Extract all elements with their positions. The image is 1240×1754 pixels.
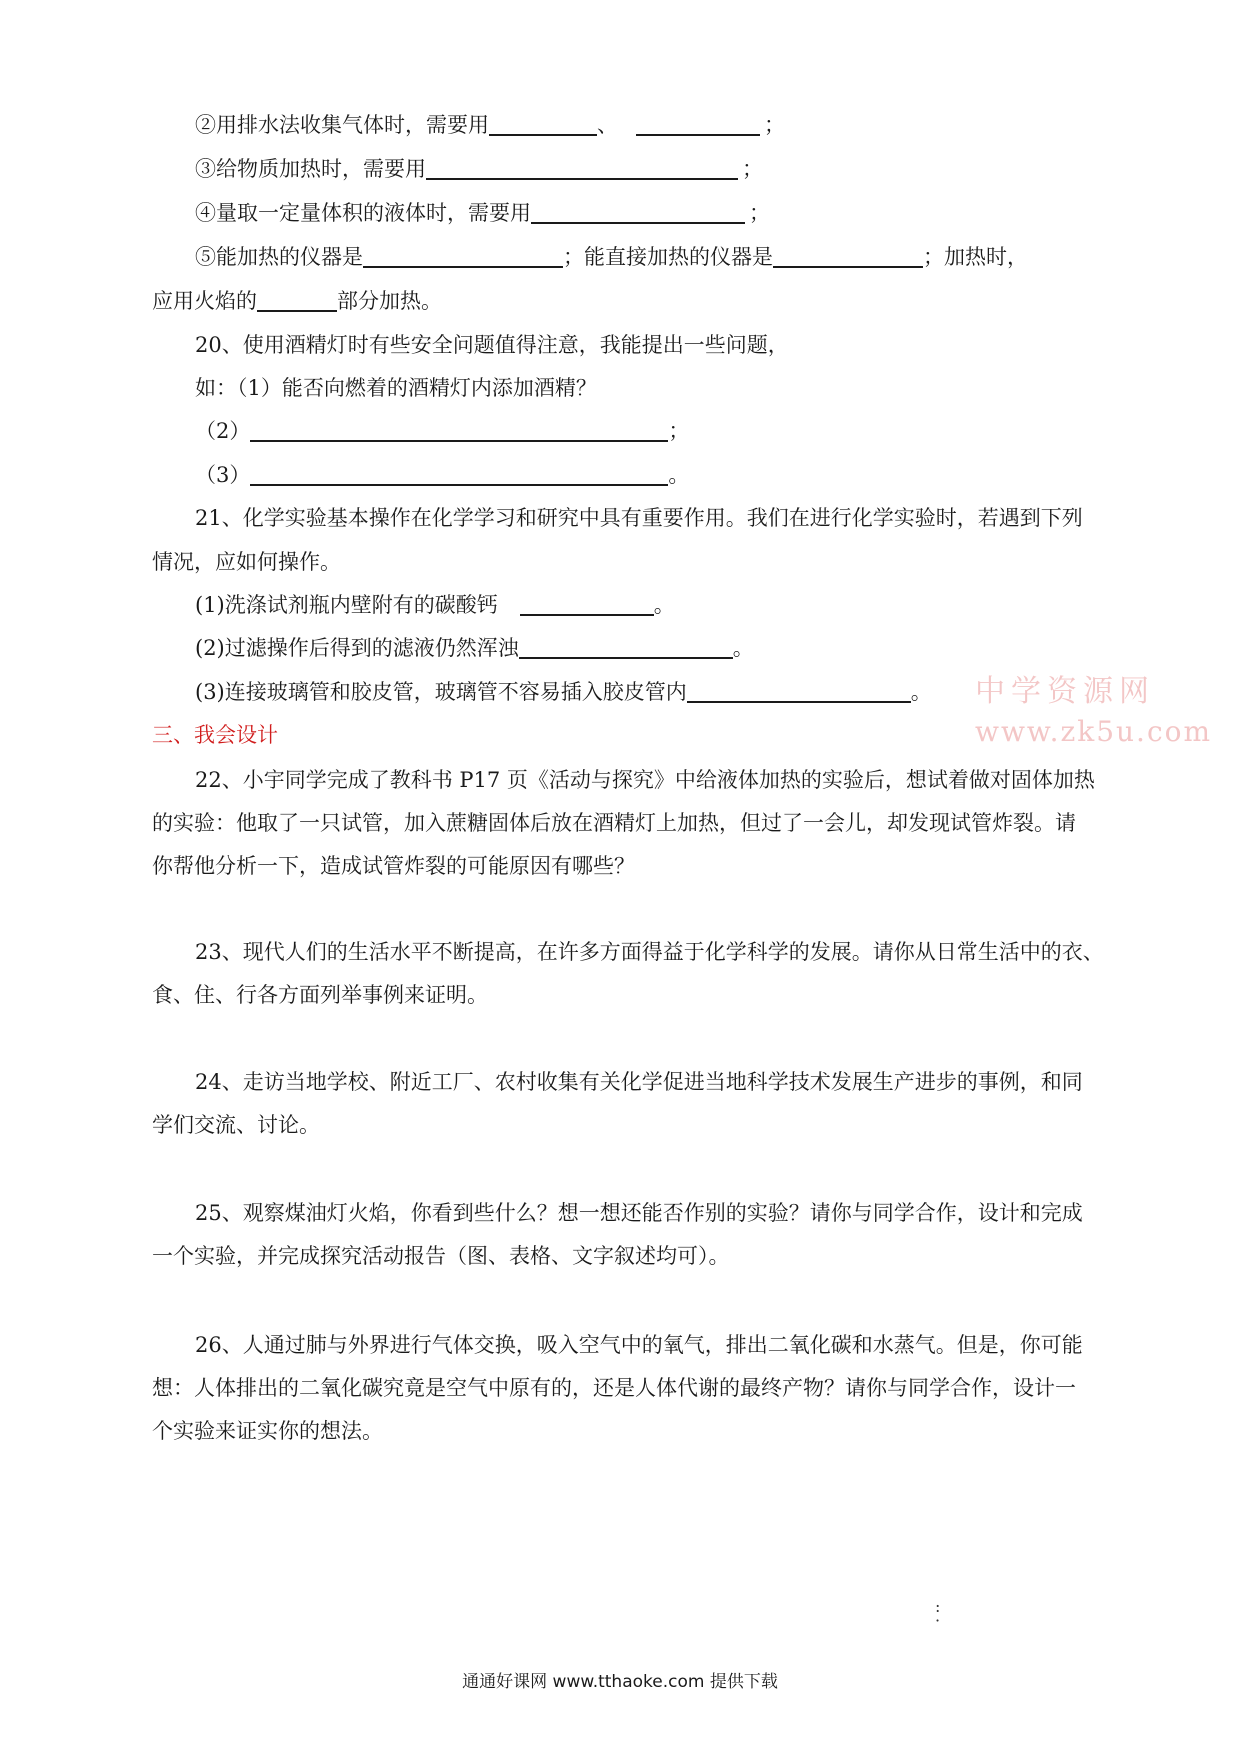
- q25-line-2: 一个实验，并完成探究活动报告（图、表格、文字叙述均可）。: [152, 1244, 730, 1268]
- answer-blank[interactable]: [489, 112, 597, 136]
- answer-blank[interactable]: [363, 244, 563, 268]
- q20-item-2-label: （2）: [195, 419, 251, 443]
- q21-item-3-text: (3)连接玻璃管和胶皮管，玻璃管不容易插入胶皮管内: [195, 680, 687, 704]
- q19-item-5-text-a: ⑤能加热的仪器是: [195, 245, 363, 269]
- q23-line-1: 23、现代人们的生活水平不断提高，在许多方面得益于化学科学的发展。请你从日常生活中的衣、: [195, 940, 1104, 964]
- q20-example: 如：（1）能否向燃着的酒精灯内添加酒精？: [195, 376, 597, 400]
- answer-blank[interactable]: [520, 592, 654, 616]
- q19-item-5-cont-b: 部分加热。: [337, 289, 442, 313]
- q19-item-5-cont-a: 应用火焰的: [152, 289, 257, 313]
- q19-item-3: [195, 154, 763, 184]
- q21-stem-2: 情况，应如何操作。: [152, 550, 341, 574]
- q19-item-4-text: ④量取一定量体积的液体时，需要用: [195, 201, 531, 225]
- watermark: [975, 672, 1212, 752]
- q25-line-1: 25、观察煤油灯火焰，你看到些什么？想一想还能否作别的实验？请你与同学合作，设计和完成: [195, 1201, 1083, 1225]
- q26-line-2: 想：人体排出的二氧化碳究竟是空气中原有的，还是人体代谢的最终产物？请你与同学合作，设计一: [152, 1376, 1076, 1400]
- end-punct: ；: [742, 157, 763, 181]
- end-punct: 。: [653, 593, 675, 617]
- q21-item-1: [195, 590, 675, 620]
- q24-line-1: 24、走访当地学校、附近工厂、农村收集有关化学促进当地科学技术发展生产进步的事例，和同: [195, 1070, 1083, 1094]
- answer-blank[interactable]: [250, 418, 668, 442]
- q24-line-2: 学们交流、讨论。: [152, 1113, 320, 1137]
- answer-blank[interactable]: [257, 288, 337, 312]
- end-punct: 。: [910, 680, 932, 704]
- end-punct: ；: [764, 113, 785, 137]
- q19-item-5-text-b: ；能直接加热的仪器是: [563, 245, 773, 269]
- answer-blank[interactable]: [687, 679, 911, 703]
- end-punct: 。: [668, 463, 690, 487]
- q20-stem: 20、使用酒精灯时有些安全问题值得注意，我能提出一些问题，: [195, 333, 789, 357]
- q21-item-3: [195, 677, 932, 707]
- stray-marks: : ·: [935, 1597, 941, 1630]
- q19-item-2-text: ②用排水法收集气体时，需要用: [195, 113, 489, 137]
- q21-item-2: [195, 633, 754, 663]
- q19-item-5: [195, 242, 1028, 272]
- q19-item-2: [195, 110, 785, 140]
- q19-item-5-cont: [152, 286, 442, 316]
- answer-blank[interactable]: [519, 635, 733, 659]
- answer-blank[interactable]: [773, 244, 923, 268]
- watermark-line-1: 中学资源网: [975, 674, 1155, 709]
- answer-blank[interactable]: [636, 112, 760, 136]
- footer: 通通好课网 www.tthaoke.com 提供下载: [462, 1672, 778, 1692]
- answer-blank[interactable]: [531, 200, 745, 224]
- q26-line-3: 个实验来证实你的想法。: [152, 1419, 383, 1443]
- q22-line-1: 22、小宇同学完成了教科书 P17 页《活动与探究》中给液体加热的实验后，想试着做对固体加热: [195, 768, 1095, 792]
- section-title: 三、我会设计: [152, 723, 278, 747]
- answer-blank[interactable]: [426, 156, 738, 180]
- q21-stem-1: 21、化学实验基本操作在化学学习和研究中具有重要作用。我们在进行化学实验时，若遇到下列: [195, 506, 1083, 530]
- q21-item-2-text: (2)过滤操作后得到的滤液仍然浑浊: [195, 636, 519, 660]
- end-punct: ；: [668, 419, 690, 443]
- separator: 、: [597, 113, 618, 137]
- q23-line-2: 食、住、行各方面列举事例来证明。: [152, 983, 488, 1007]
- q20-item-3: [195, 460, 689, 490]
- q19-item-5-text-c: ；加热时，: [923, 245, 1028, 269]
- q20-item-3-label: （3）: [195, 463, 251, 487]
- end-punct: 。: [732, 636, 754, 660]
- watermark-line-2: www.zk5u.com: [975, 715, 1213, 748]
- q26-line-1: 26、人通过肺与外界进行气体交换，吸入空气中的氧气，排出二氧化碳和水蒸气。但是，你可能: [195, 1333, 1083, 1357]
- q22-line-2: 的实验：他取了一只试管，加入蔗糖固体后放在酒精灯上加热，但过了一会儿，却发现试管炸裂。请: [152, 811, 1076, 835]
- answer-blank[interactable]: [250, 462, 668, 486]
- q19-item-3-text: ③给物质加热时，需要用: [195, 157, 426, 181]
- q21-item-1-text: (1)洗涤试剂瓶内壁附有的碳酸钙: [195, 593, 498, 617]
- end-punct: ；: [749, 201, 770, 225]
- q19-item-4: [195, 198, 770, 228]
- q22-line-3: 你帮他分析一下，造成试管炸裂的可能原因有哪些？: [152, 854, 635, 878]
- q20-item-2: [195, 416, 689, 446]
